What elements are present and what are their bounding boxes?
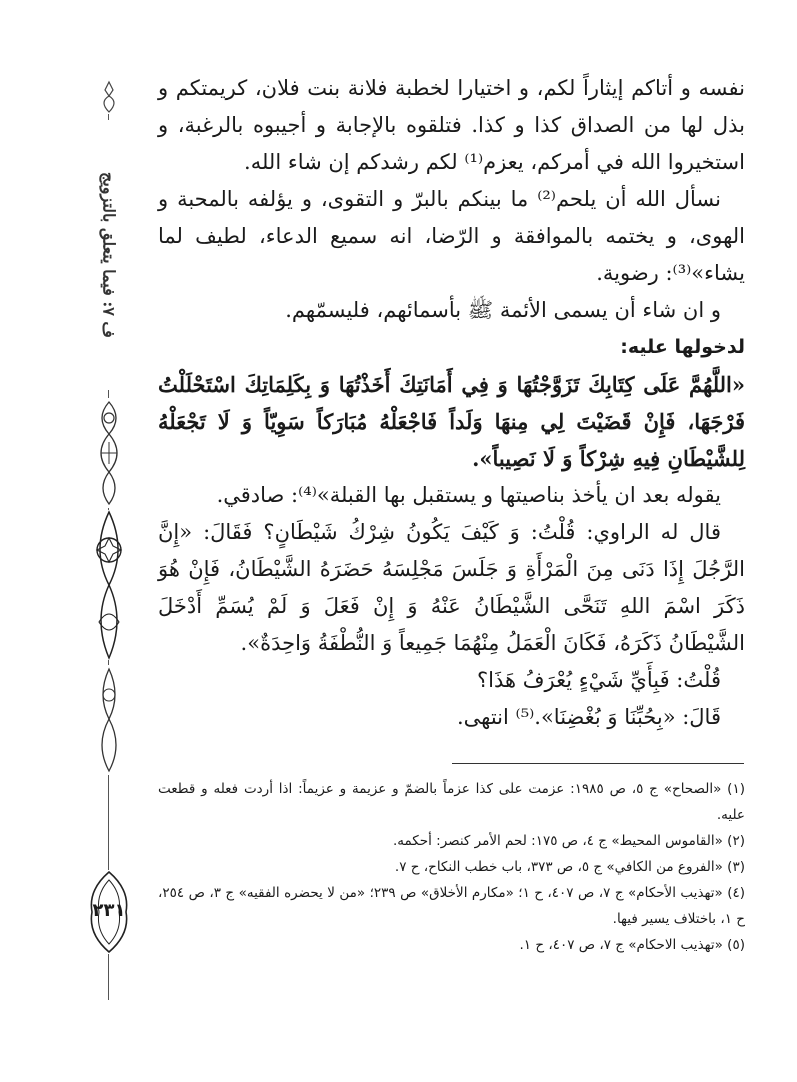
main-text <box>158 70 745 736</box>
footnote-3: (٣) «الفروع من الكافي» ج ٥، ص ٣٧٣، باب خطب النكاح، ح ٧. <box>394 859 745 875</box>
footnote-5: (٥) «تهذيب الاحكام» ج ٧، ص ٤٠٧، ح ١. <box>519 937 745 953</box>
paragraph-3: و ان شاء أن يسمى الأئمة ﷺ بأسمائهم، فليسمّهم. <box>285 298 721 322</box>
paragraph-5: قال له الراوي: قُلْتُ: وَ كَيْفَ يَكُونُ شِرْكُ شَيْطَانٍ؟ فَقَالَ: «إِنَّ الرَّجُلَ إِذَا دَنَى مِنَ الْمَرْأَةِ وَ جَلَسَ مَجْلِسَهُ حَضَرَهُ الشَّيْطَانُ، فَإِنْ هُوَ ذَكَرَ اسْمَ اللهِ تَنَحَّى الشَّيْطَانُ عَنْهُ وَ إِنْ فَعَلَ وَ لَمْ يُسَمِّ أَدْخَلَ الشَّيْطَانُ ذَكَرَهُ، فَكَانَ الْعَمَلُ مِنْهُمَا جَمِيعاً وَ النُّطْفَةُ وَاحِدَةٌ». <box>158 520 745 655</box>
top-finial-ornament <box>89 80 129 114</box>
section-heading: لدخولها عليه: <box>620 336 745 358</box>
paragraph-2: نسأل الله أن يلحم⁽²⁾ ما بينكم بالبرّ و التقوى، و يؤلفه بالمحبة و الهوى، و يختمه بالموافقة و الرّضا، انه سميع الدعاء، لطيف لما يشاء»⁽³⁾: رضوية. <box>158 187 745 285</box>
medallion-ornament-icon <box>89 510 129 660</box>
footnote-1: (١) «الصحاح» ج ٥، ص ١٩٨٥: عزمت على كذا عزماً بالضمّ و عزيمة و عزيماً: اذا أردت فعله و قطعت عليه. <box>158 781 745 823</box>
paragraph-1: نفسه و أتاكم إيثاراً لكم، و اختيارا لخطبة فلانة بنت فلان، كريمتكم و بذل لها من الصداق كذا و كذا. فتلقوه بالإجابة و أجيبوه بالرغبة، و استخيروا الله في أمركم، يعزم⁽¹⁾ لكم رشدكم إن شاء الله. <box>158 76 745 174</box>
margin-sidebar <box>86 80 132 1000</box>
floral-ornament-icon <box>89 398 129 508</box>
paragraph-4: يقوله بعد ان يأخذ بناصيتها و يستقبل بها القبلة»⁽⁴⁾: صادقي. <box>216 483 721 507</box>
footnote-4: (٤) «تهذيب الأحكام» ج ٧، ص ٤٠٧، ح ١؛ «مكارم الأخلاق» ص ٢٣٩؛ «من لا يحضره الفقيه» ج ٣، ص ٢٥٤، ح ١، باختلاف يسير فيها. <box>158 885 746 927</box>
footnote-divider <box>452 763 744 764</box>
dua-text: «اللَّهُمَّ عَلَى كِتَابِكَ تَزَوَّجْتُهَا وَ فِي أَمَانَتِكَ أَخَذْتُهَا وَ بِكَلِمَاتِكَ اسْتَحْلَلْتُ فَرْجَهَا، فَإِنْ قَضَيْتَ لِي مِنهَا وَلَداً فَاجْعَلْهُ مُبَارَكاً سَوِيّاً وَ لَا تَجْعَلْهُ لِلشَّيْطَانِ فِيهِ شِرْكاً وَ لَا نَصِيباً». <box>158 372 746 471</box>
chapter-title: ف ٧: فيما يتعلق بالتزويج <box>90 120 128 390</box>
paragraph-7: قَالَ: «بِحُبِّنَا وَ بُغْضِنَا».⁽⁵⁾ انتهى. <box>456 705 721 729</box>
paragraph-6: قُلْتُ: فَبِأَيِّ شَيْءٍ يُعْرَفُ هَذَا؟ <box>477 668 721 692</box>
footnotes <box>158 776 745 958</box>
page-number: ٢٣١ <box>92 900 126 921</box>
footnote-2: (٢) «القاموس المحيط» ج ٤، ص ١٧٥: لحم الأمر كنصر: أحكمه. <box>392 833 745 849</box>
lower-ornament-icon <box>89 665 129 775</box>
page-number-badge <box>86 870 132 954</box>
